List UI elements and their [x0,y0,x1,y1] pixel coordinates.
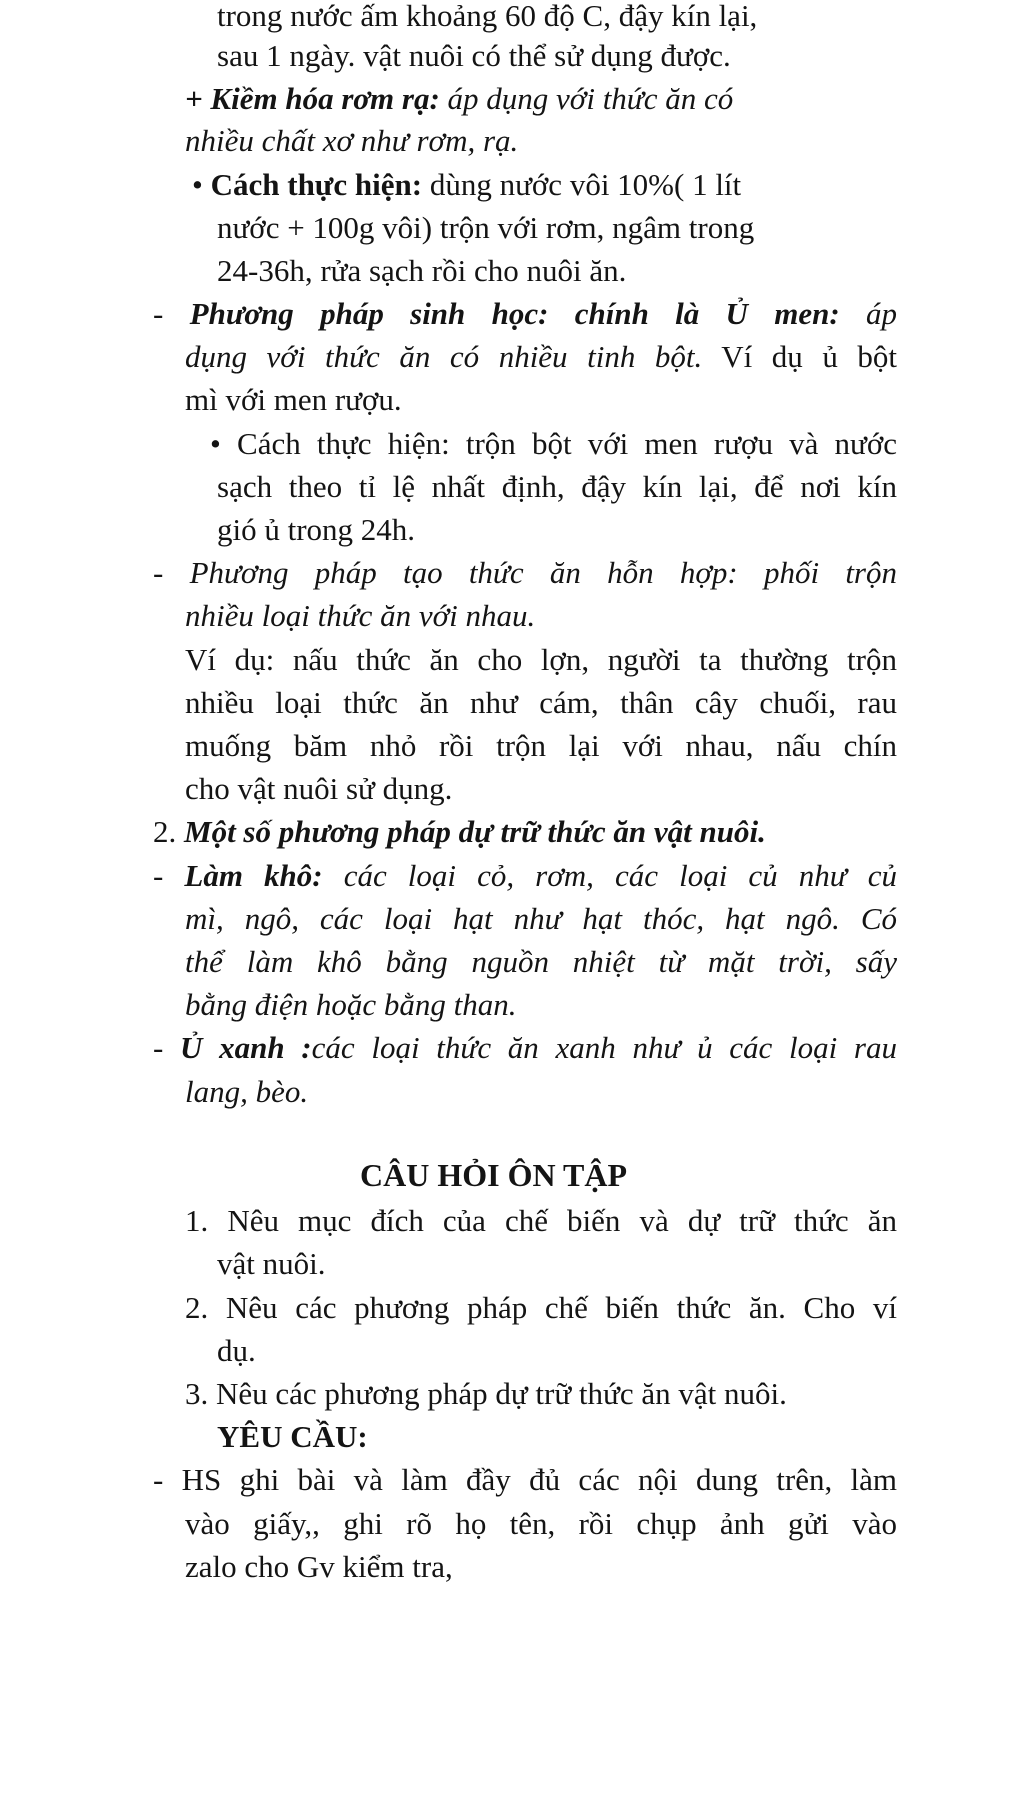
text-segment: 1. Nêu mục đích của chế biến và dự trữ thức ăn [185,1203,897,1238]
text-segment: cho vật nuôi sử dụng. [185,771,453,806]
text-line [153,810,897,853]
text-segment: zalo cho Gv kiểm tra, [185,1549,453,1584]
text-line [185,1372,897,1415]
text-line [217,34,847,77]
text-segment: bằng điện hoặc bằng than. [185,987,517,1022]
text-segment [180,1030,312,1065]
text-segment: - [153,858,185,893]
text-segment: gió ủ trong 24h. [217,512,416,547]
text-segment: Phương pháp sinh học: chính là Ủ men: [189,296,840,331]
text-segment: nhiều loại thức ăn như cám, thân cây chuối, rau [185,685,897,720]
text-segment: lang, bèo. [185,1074,309,1109]
text-line [153,854,897,897]
text-segment: nhiều chất xơ như rơm, rạ. [185,123,519,158]
text-line [217,1242,897,1285]
text-segment: - [153,296,190,331]
text-line [185,1545,897,1588]
text-segment: Cách thực hiện: [210,167,423,202]
text-line [185,378,897,421]
text-line [185,594,897,637]
text-segment: nhiều loại thức ăn với nhau. [185,598,536,633]
text-segment: mì, ngô, các loại hạt như hạt thóc, hạt ngô. Có [185,901,897,936]
text-segment [184,814,766,849]
text-segment: các loại cỏ, rơm, các loại củ như củ [322,858,897,893]
text-line [185,724,897,767]
text-segment [190,296,840,331]
text-line [217,508,897,551]
text-line [185,335,897,378]
text-segment: muống băm nhỏ rồi trộn lại với nhau, nấu chín [185,728,897,763]
text-segment: vào giấy,, ghi rõ họ tên, rồi chụp ảnh gửi vào [185,1506,897,1541]
text-segment: Làm khô: [184,858,323,893]
text-line [185,1070,897,1113]
text-segment: Ủ xanh : [180,1030,312,1065]
text-line [185,940,897,983]
text-line [185,681,897,724]
text-segment: - HS ghi bài và làm đầy đủ các nội dung trên, làm [153,1462,897,1497]
text-segment: • [192,167,211,202]
text-segment: áp dụng với thức ăn có [439,81,734,116]
text-line [185,767,897,810]
text-segment: 24-36h, rửa sạch rồi cho nuôi ăn. [217,253,627,288]
text-segment: - Phương pháp tạo thức ăn hỗn hợp: phối trộn [153,555,897,590]
text-line [185,1502,897,1545]
text-line [185,1286,897,1329]
text-segment: mì với men rượu. [185,382,402,417]
text-segment: áp [839,296,897,331]
text-line [153,1458,897,1501]
text-segment: 3. Nêu các phương pháp dự trữ thức ăn vật nuôi. [185,1376,787,1411]
text-segment: thể làm khô bằng nguồn nhiệt từ mặt trời, sấy [185,944,897,979]
text-segment: 2. [153,814,184,849]
text-line [192,163,847,206]
text-segment [184,858,322,893]
text-segment: dụ. [217,1333,256,1368]
text-segment: Một số phương pháp dự trữ thức ăn vật nuôi. [184,814,766,849]
text-line [153,1026,897,1069]
text-segment: trong nước ấm khoảng 60 độ C, đậy kín lại, [217,0,758,33]
text-line [153,551,897,594]
text-line [185,983,897,1026]
text-line [153,292,897,335]
text-segment: - [153,1030,181,1065]
text-segment: Ví dụ ủ bột [702,339,897,374]
text-line [217,1329,897,1372]
text-line [217,1415,897,1458]
text-segment: dùng nước vôi 10%( 1 lít [422,167,742,202]
text-line [217,0,847,37]
text-line [217,249,847,292]
text-segment: YÊU CẦU: [217,1419,368,1454]
text-line [185,1199,897,1242]
text-line [185,897,897,940]
text-segment: 2. Nêu các phương pháp chế biến thức ăn. Cho ví [185,1290,897,1325]
text-line [210,422,897,465]
text-segment: dụng với thức ăn có nhiều tinh bột. [185,339,703,374]
text-line [217,465,897,508]
text-segment: + Kiềm hóa rơm rạ: [185,81,440,116]
text-line [185,77,845,120]
text-segment: nước + 100g vôi) trộn với rơm, ngâm trong [217,210,755,245]
text-line [185,638,897,681]
text-segment: • Cách thực hiện: trộn bột với men rượu và nước [210,426,897,461]
text-line [217,206,847,249]
text-segment: Ví dụ: nấu thức ăn cho lợn, người ta thường trộn [185,642,897,677]
text-segment: các loại thức ăn xanh như ủ các loại rau [311,1030,897,1065]
text-segment: vật nuôi. [217,1246,326,1281]
text-line [185,119,845,162]
text-segment [185,81,440,116]
text-segment: sau 1 ngày. vật nuôi có thể sử dụng được. [217,38,731,73]
review-questions-heading: CÂU HỎI ÔN TẬP [360,1157,627,1193]
text-segment: sạch theo tỉ lệ nhất định, đậy kín lại, để nơi kín [217,469,897,504]
